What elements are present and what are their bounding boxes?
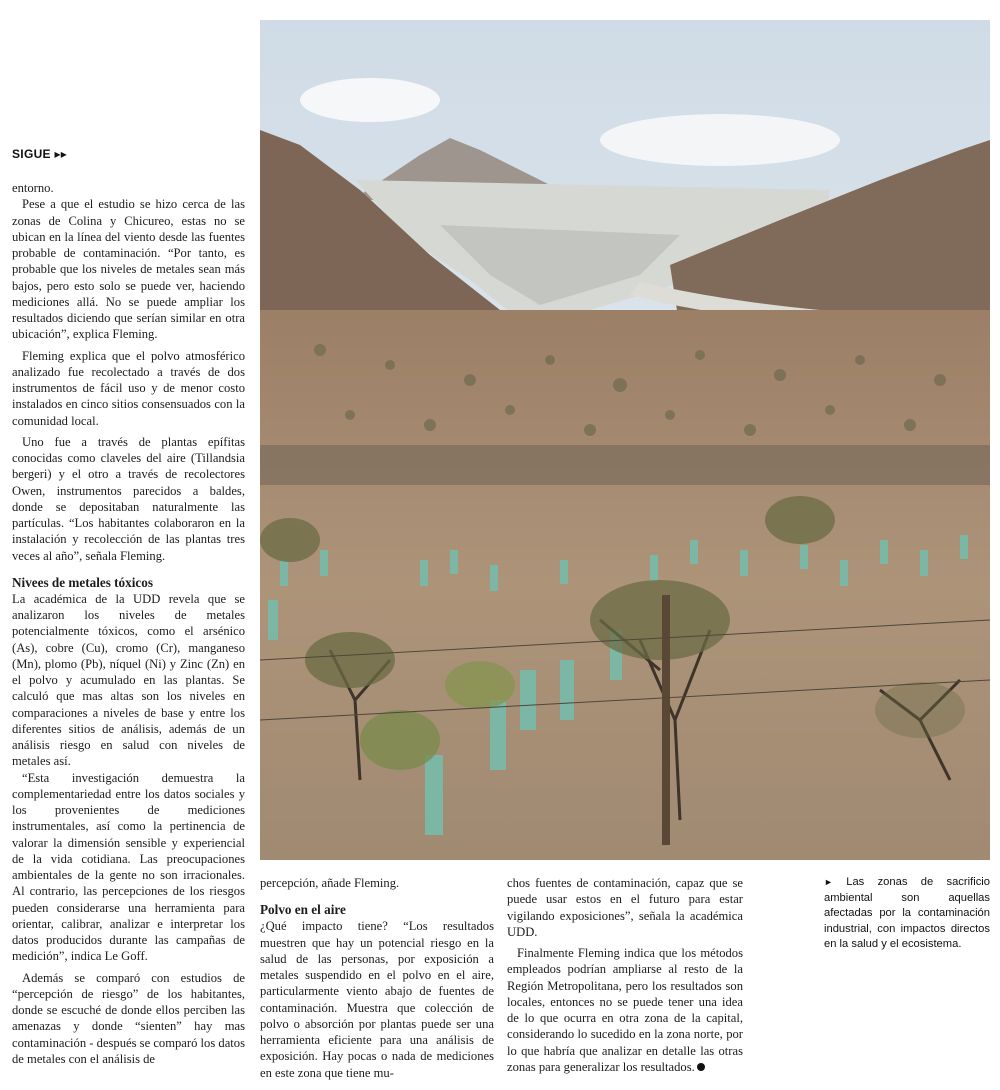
article-column-3: [507, 875, 743, 1075]
valley-ground: [260, 310, 990, 860]
paragraph: chos fuentes de contaminación, capaz que se puede usar estos en el futuro para estar vigilando exposiciones”, señala la académica UDD.: [507, 876, 743, 939]
fence-post: [662, 595, 670, 845]
cloud: [600, 114, 840, 166]
paragraph: La académica de la UDD revela que se analizaron los niveles de metales potencialmente tóxicos, como el arsénico (As), cobre (Cu), cromo (Cr), manganeso (Mn), plomo (Pb), níquel (Ni) y Zinc (Zn) en el polvo y acumulado en las plantas. Se calculó que mas altas son los niveles en comparaciones a niveles de base y entre los diferentes sitios de análisis, además de un análisis riesgo en salud con niveles de metales así.: [12, 591, 245, 769]
paragraph: Pese a que el estudio se hizo cerca de las zonas de Colina y Chicureo, estas no se ubican en la línea del viento desde las fuentes probable de contaminación. “Por tanto, es probable que los niveles de metales sean más bajos, pero esto solo se puede ver, haciendo mediciones allá. No se puede ampliar los resultados diciendo que serían similar en otra ubicación”, explica Fleming.: [12, 197, 245, 342]
paragraph: Uno fue a través de plantas epífitas conocidas como claveles del aire (Tillandsia bergeri) y el otro a través de recolectores Owen, instrumentos parecidos a baldes, donde se depositaban naturalmente las partículas. “Los habitantes colaboraron en la instalación y recolección de las plantas tres veces al año”, señala Fleming.: [12, 434, 245, 563]
paragraph: Fleming explica que el polvo atmosférico analizado fue recolectado a través de dos instrumentos de fácil uso y de menor costo instalados en cinco sitios consensuados con la comunidad local.: [12, 348, 245, 428]
paragraph: “Esta investigación demuestra la complementariedad entre los datos sociales y los provenientes de mediciones instrumentales, así como la pertinencia de valorar la dimensión sensible y experiencial de la vida cotidiana. Las preocupaciones ambientales de la gente no son irracionales. Al contrario, las percepciones de los riesgos pueden considerarse una herramienta para orientar, calibrar, analizar e interpretar los datos producidos durante las campañas de medición”, indica Le Goff.: [12, 770, 245, 964]
photo-caption: [824, 875, 990, 953]
article-column-2: [260, 875, 494, 1081]
paragraph: [507, 945, 743, 1075]
caption-marker-icon: ►: [824, 877, 833, 887]
end-mark-icon: [697, 1063, 705, 1071]
paragraph: Además se comparó con estudios de “percepción de riesgo” de los habitantes, donde se escuché de donde ellos perciben las amenazas y donde “sienten” hay mas contaminación - después se comparó los datos de metales con el análisis de: [12, 970, 245, 1066]
paragraph: percepción, añade Fleming.: [260, 876, 400, 890]
continue-label: SIGUE ▸▸: [12, 147, 68, 161]
section-heading: Polvo en el aire: [260, 902, 346, 918]
paragraph: ¿Qué impacto tiene? “Los resultados muestren que hay un potencial riesgo en la salud de las personas, por exposición a metales suspendido en el polvo en el aire, particularmente viento abajo de fuentes de contaminación. Muestra que colección de polvo o absorción por plantas puede ser una herramienta eficiente para una análisis de exposición. Hay pocas o nada de mediciones en este zona que tiene mu-: [260, 919, 494, 1080]
article-column-1: [12, 180, 245, 1067]
tree-line: [260, 445, 990, 485]
section-heading: Nivees de metales tóxicos: [12, 574, 153, 590]
cloud: [300, 78, 440, 122]
paragraph-text: Finalmente Fleming indica que los métodos empleados podrían ampliarse al resto de la Región Metropolitana, pero los resultados son locales, entonces no se puede tener una idea de lo que ocurra en otra zona de la capital, considerando lo sucedido en la zona norte, por lo que habría que analizar en detalle las otras zonas para generalizar los resultados.: [507, 946, 743, 1074]
paragraph: entorno.: [12, 181, 54, 195]
caption-text: Las zonas de sacrificio ambiental son aquellas afectadas por la contaminación industrial, con impactos directos en la salud y el ecosistema.: [824, 876, 990, 950]
article-photo: [260, 20, 990, 860]
